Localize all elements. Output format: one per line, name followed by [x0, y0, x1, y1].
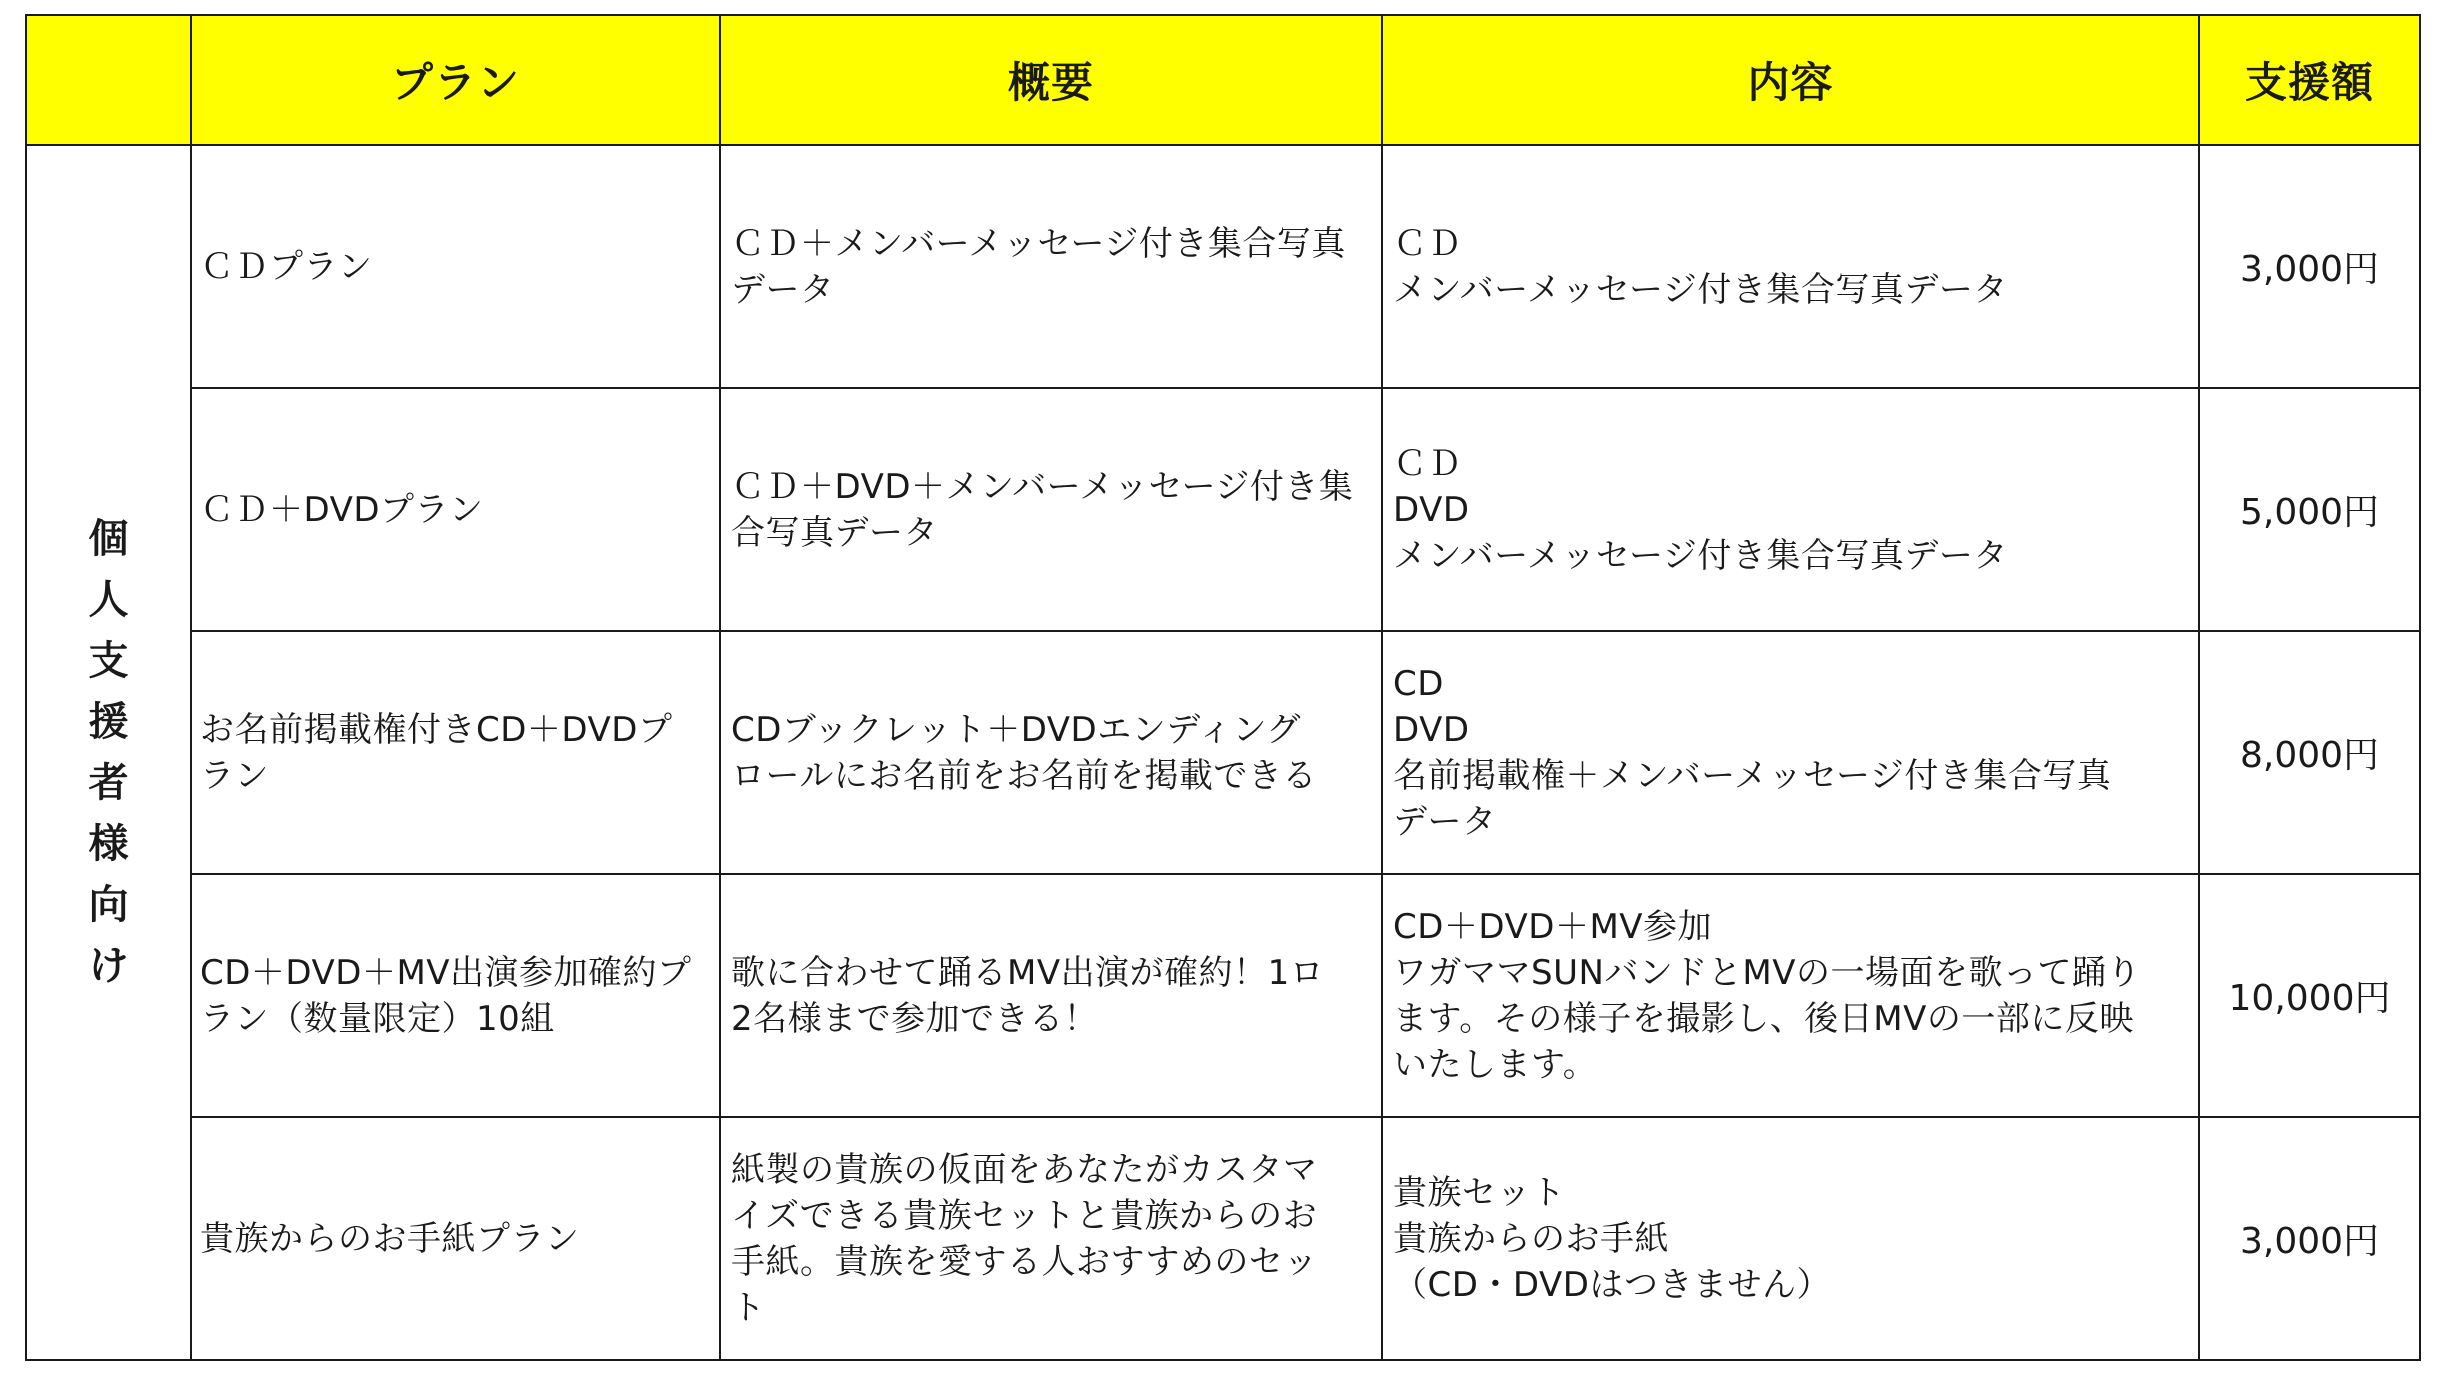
- table-row: [26, 1117, 2420, 1360]
- header-plan: プラン: [191, 15, 720, 145]
- table-row: [26, 145, 2420, 388]
- content-cell: [1382, 631, 2199, 874]
- content-cell: [1382, 1117, 2199, 1360]
- plan-amount: 8,000円: [2199, 631, 2420, 874]
- table-row: [26, 874, 2420, 1117]
- summary-cell: [720, 145, 1382, 388]
- plan-content: CD DVD 名前掲載権＋メンバーメッセージ付き集合写真 データ: [1393, 663, 2112, 842]
- group-label: 個 人 支 援 者 様 向 け: [88, 515, 129, 989]
- plan-amount: 3,000円: [2199, 145, 2420, 388]
- summary-cell: [720, 388, 1382, 631]
- plan-content: ＣＤ メンバーメッセージ付き集合写真データ: [1393, 223, 2008, 310]
- plan-summary: 紙製の貴族の仮面をあなたがカスタマ イズできる貴族セットと貴族からのお 手紙。貴族を愛する人おすすめのセッ ト: [731, 1149, 1318, 1328]
- plan-content: ＣＤ DVD メンバーメッセージ付き集合写真データ: [1393, 443, 2008, 576]
- table-row: [26, 631, 2420, 874]
- plan-cell: [191, 145, 720, 388]
- plan-amount: 3,000円: [2199, 1117, 2420, 1360]
- support-plan-table: [25, 14, 2421, 1361]
- plan-cell: [191, 388, 720, 631]
- plan-cell: [191, 874, 720, 1117]
- content-cell: [1382, 874, 2199, 1117]
- plan-name: ＣＤ＋DVDプラン: [200, 489, 484, 530]
- plan-content: 貴族セット 貴族からのお手紙 （CD・DVDはつきません）: [1393, 1172, 1831, 1305]
- content-cell: [1382, 388, 2199, 631]
- header-content: 内容: [1382, 15, 2199, 145]
- plan-amount: 5,000円: [2199, 388, 2420, 631]
- plan-amount: 10,000円: [2199, 874, 2420, 1117]
- plan-cell: [191, 1117, 720, 1360]
- summary-cell: [720, 1117, 1382, 1360]
- plan-summary: ＣＤ＋DVD＋メンバーメッセージ付き集 合写真データ: [731, 466, 1354, 553]
- plan-table-sheet: [25, 14, 2419, 1361]
- plan-name: CD＋DVD＋MV出演参加確約プ ラン（数量限定）10組: [200, 952, 692, 1039]
- header-amount: 支援額: [2199, 15, 2420, 145]
- plan-summary: ＣＤ＋メンバーメッセージ付き集合写真 データ: [731, 223, 1346, 310]
- content-cell: [1382, 145, 2199, 388]
- plan-name: お名前掲載権付きCD＋DVDプ ラン: [200, 709, 673, 796]
- table-row: [26, 388, 2420, 631]
- summary-cell: [720, 631, 1382, 874]
- plan-content: CD＋DVD＋MV参加 ワガママSUNバンドとMVの一場面を歌って踊り ます。その様子を撮影し、後日MVの一部に反映 いたします。: [1393, 906, 2141, 1085]
- plan-summary: CDブックレット＋DVDエンディング ロールにお名前をお名前を掲載できる: [731, 709, 1317, 796]
- summary-cell: [720, 874, 1382, 1117]
- plan-cell: [191, 631, 720, 874]
- header-row: [26, 15, 2420, 145]
- plan-name: ＣＤプラン: [200, 246, 373, 287]
- header-group: [26, 15, 191, 145]
- plan-summary: 歌に合わせて踊るMV出演が確約！1ロ 2名様まで参加できる！: [731, 952, 1325, 1039]
- group-cell: [26, 145, 191, 1360]
- header-summary: 概要: [720, 15, 1382, 145]
- plan-name: 貴族からのお手紙プラン: [200, 1218, 580, 1259]
